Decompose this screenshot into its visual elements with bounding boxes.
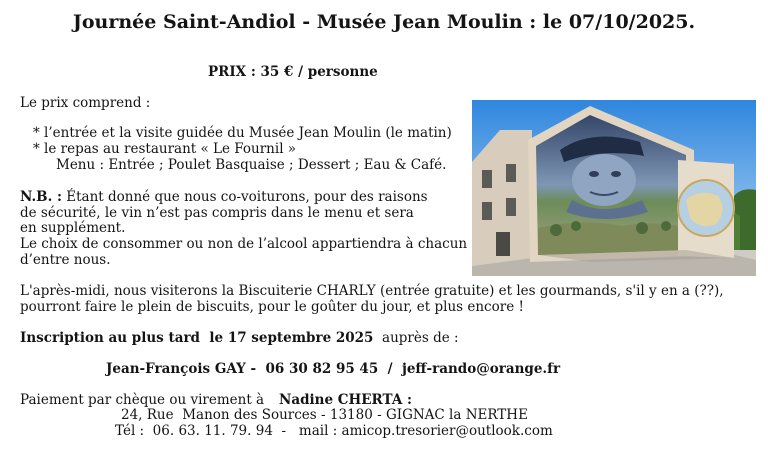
registration-deadline: Inscription au plus tard le 17 septembre 2025	[20, 330, 374, 346]
nb-line-3: en supplément.	[20, 220, 126, 236]
includes-item-meal: * le repas au restaurant « Le Fournil »	[33, 141, 297, 157]
includes-heading: Le prix comprend :	[20, 95, 151, 111]
nb-line-4: Le choix de consommer ou non de l’alcool appartiendra à chacun	[20, 236, 468, 252]
menu-line: Menu : Entrée ; Poulet Basquaise ; Dessert ; Eau & Café.	[56, 157, 447, 173]
includes-item-visit: * l’entrée et la visite guidée du Musée Jean Moulin (le matin)	[33, 125, 452, 141]
contact-line: Jean-François GAY - 06 30 82 95 45 / jeff-rando@orange.fr	[106, 361, 561, 377]
nb-line-1	[20, 189, 428, 205]
nb-label: N.B. :	[20, 189, 62, 205]
payment-address: 24, Rue Manon des Sources - 13180 - GIGNAC la NERTHE	[121, 407, 528, 423]
payment-name: Nadine CHERTA :	[279, 392, 412, 408]
museum-mural-photo	[472, 100, 756, 276]
nb-line-5: d’entre nous.	[20, 252, 111, 268]
page-title: Journée Saint-Andiol - Musée Jean Moulin : le 07/10/2025.	[72, 11, 696, 33]
afternoon-line-1: L'après-midi, nous visiterons la Biscuiterie CHARLY (entrée gratuite) et les gourmands, s'il y en a (??),	[20, 283, 724, 299]
payment-phone-mail: Tél : 06. 63. 11. 79. 94 - mail : amicop.tresorier@outlook.com	[115, 423, 553, 439]
nb-text-1: Étant donné que nous co-voiturons, pour des raisons	[61, 189, 428, 205]
afternoon-line-2: pourront faire le plein de biscuits, pour le goûter du jour, et plus encore !	[20, 299, 524, 315]
nb-line-2: de sécurité, le vin n’est pas compris dans le menu et sera	[20, 205, 414, 221]
payment-text: Paiement par chèque ou virement à	[20, 392, 265, 408]
price-line: PRIX : 35 € / personne	[208, 64, 378, 80]
registration-line	[20, 330, 459, 346]
registration-suffix: auprès de :	[373, 330, 459, 346]
